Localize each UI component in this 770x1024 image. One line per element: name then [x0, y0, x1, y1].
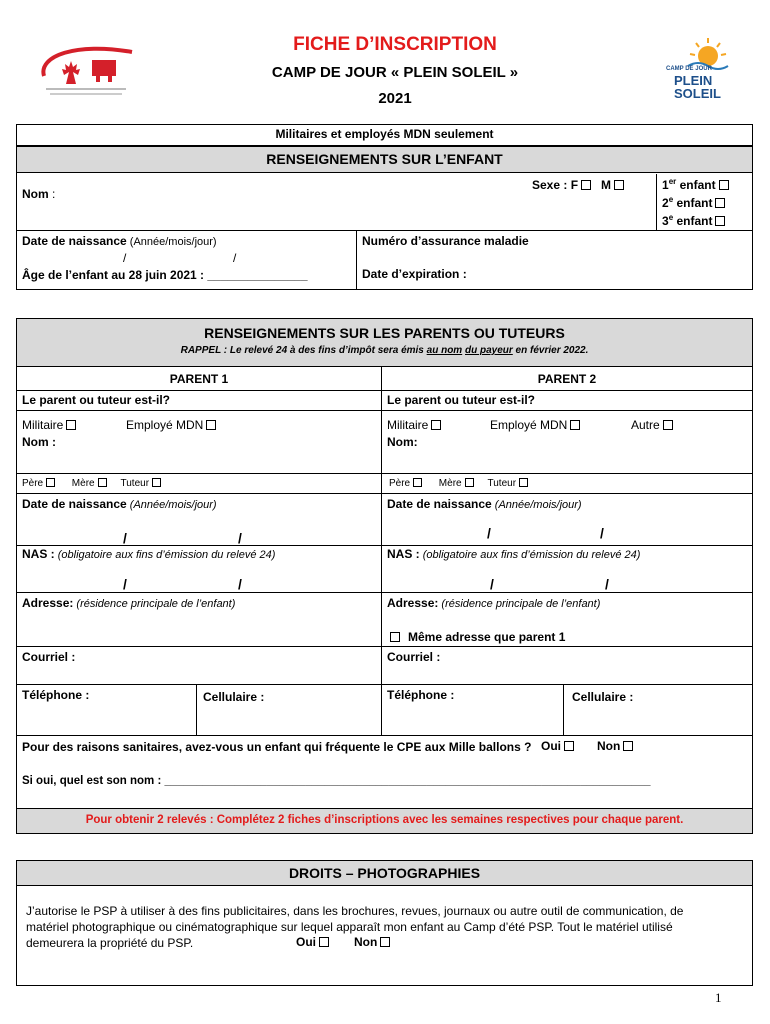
child-dob-slash-2: / — [233, 251, 237, 265]
p2-relation: Père Mère Tuteur — [389, 478, 528, 489]
child-col-divider — [356, 230, 357, 290]
p1-tuteur-checkbox[interactable] — [152, 478, 161, 487]
p2-nas: NAS : (obligatoire aux fins d’émission du relevé 24) — [387, 547, 641, 561]
p2-address: Adresse: (résidence principale de l’enfant) — [387, 596, 601, 610]
p2-address-divider — [382, 646, 752, 647]
child-name-label: Nom : — [22, 187, 56, 201]
logo-camp-de-jour: CAMP DE JOUR — [666, 66, 712, 72]
child-dob: Date de naissance (Année/mois/jour) — [22, 234, 217, 248]
form-subtitle: CAMP DE JOUR « PLEIN SOLEIL » — [271, 64, 519, 81]
sex-m-checkbox[interactable] — [614, 180, 624, 190]
photos-line-2: matériel photographique ou cinématographique sur lequel apparaît mon enfant au Camp d’été PSP. Tout le matériel utilisé — [26, 920, 673, 934]
logo-plein: PLEIN — [674, 73, 713, 88]
p1-phone-label: Téléphone : — [22, 688, 90, 702]
p2-militaire: Militaire — [387, 418, 441, 432]
photos-non: Non — [354, 935, 390, 949]
sex-f-checkbox[interactable] — [581, 180, 591, 190]
p2-pere-checkbox[interactable] — [413, 478, 422, 487]
phone-bottom-divider — [17, 735, 752, 736]
p2-autre: Autre — [631, 418, 673, 432]
p2-question: Le parent ou tuteur est-il? — [387, 393, 536, 407]
p2-dob-slash-1: / — [487, 525, 491, 541]
p2-employe: Employé MDN — [490, 418, 580, 432]
parent2-title: PARENT 2 — [537, 372, 597, 386]
rank-divider — [656, 174, 657, 230]
child-expiry-label: Date d’expiration : — [362, 267, 467, 281]
child-dob-slash-1: / — [123, 251, 127, 265]
p2-cell-label: Cellulaire : — [572, 690, 634, 704]
cpe-non: Non — [597, 739, 633, 753]
p1-dob-slash-1: / — [123, 530, 127, 546]
p1-phone-divider — [196, 684, 197, 735]
p1-militaire: Militaire — [22, 418, 76, 432]
rank-1: 1er enfant — [662, 177, 729, 192]
p1-cell-label: Cellulaire : — [203, 690, 265, 704]
rank-3-checkbox[interactable] — [715, 216, 725, 226]
p1-dob: Date de naissance (Année/mois/jour) — [22, 497, 217, 511]
p2-nas-divider — [382, 592, 752, 593]
notice-text: Militaires et employés MDN seulement — [275, 127, 494, 141]
p2-same-address-checkbox[interactable] — [390, 632, 400, 642]
p1-nom-label: Nom : — [22, 435, 56, 449]
cpe-oui: Oui — [541, 739, 574, 753]
child-row-divider — [17, 230, 752, 231]
p2-q-divider — [382, 410, 752, 411]
child-section-title: RENSEIGNEMENTS SUR L’ENFANT — [266, 151, 503, 167]
p2-phone-label: Téléphone : — [387, 688, 455, 702]
child-ramq-label: Numéro d’assurance maladie — [362, 234, 529, 248]
photos-line-3: demeurera la propriété du PSP. — [26, 936, 194, 950]
p1-nas-slash-1: / — [123, 576, 127, 592]
page-number: 1 — [715, 990, 722, 1005]
maple-leaf-logo-icon — [36, 38, 136, 98]
p2-dob-divider — [382, 545, 752, 546]
photos-oui-checkbox[interactable] — [319, 937, 329, 947]
cpe-name-line: Si oui, quel est son nom : ____________________________________________________________________________ — [22, 775, 651, 787]
two-receipts-text: Pour obtenir 2 relevés : Complétez 2 fiches d’inscriptions avec les semaines respectives pour chaque parent. — [85, 814, 684, 826]
cpe-non-checkbox[interactable] — [623, 741, 633, 751]
p1-employe: Employé MDN — [126, 418, 216, 432]
p2-email-label: Courriel : — [387, 650, 441, 664]
p2-dob: Date de naissance (Année/mois/jour) — [387, 497, 582, 511]
p2-nom-label: Nom: — [387, 435, 418, 449]
p1-nas-divider — [17, 592, 381, 593]
rank-2: 2e enfant — [662, 195, 725, 210]
p2-mere-checkbox[interactable] — [465, 478, 474, 487]
cpe-question: Pour des raisons sanitaires, avez-vous un enfant qui fréquente le CPE aux Mille ballons ? — [22, 740, 532, 754]
parents-section-title: RENSEIGNEMENTS SUR LES PARENTS OU TUTEURS — [204, 325, 565, 341]
p2-autre-checkbox[interactable] — [663, 420, 673, 430]
p1-question: Le parent ou tuteur est-il? — [22, 393, 171, 407]
photos-oui: Oui — [296, 935, 329, 949]
photos-non-checkbox[interactable] — [380, 937, 390, 947]
cpe-oui-checkbox[interactable] — [564, 741, 574, 751]
p1-rel-divider — [17, 493, 381, 494]
p2-employe-checkbox[interactable] — [570, 420, 580, 430]
child-sex: Sexe : F M — [532, 178, 624, 192]
child-age: Âge de l’enfant au 28 juin 2021 : _______________ — [22, 268, 308, 282]
right-logo — [660, 36, 740, 100]
p1-address-divider — [17, 646, 381, 647]
p2-rel-divider — [382, 493, 752, 494]
p2-dob-slash-2: / — [600, 525, 604, 541]
rank-1-checkbox[interactable] — [719, 180, 729, 190]
p2-tuteur-checkbox[interactable] — [519, 478, 528, 487]
form-title: FICHE D’INSCRIPTION — [293, 34, 497, 55]
p1-email-label: Courriel : — [22, 650, 76, 664]
photos-section-title: DROITS – PHOTOGRAPHIES — [288, 865, 481, 881]
p1-nas-slash-2: / — [238, 576, 242, 592]
p2-email-divider — [382, 684, 752, 685]
rank-2-checkbox[interactable] — [715, 198, 725, 208]
p2-nom-divider — [382, 473, 752, 474]
photos-line-1: J’autorise le PSP à utiliser à des fins publicitaires, dans les brochures, revues, journaux ou autre outil de communication, de — [26, 904, 684, 918]
parent1-title: PARENT 1 — [169, 372, 229, 386]
left-logo — [36, 38, 136, 98]
p1-militaire-checkbox[interactable] — [66, 420, 76, 430]
p1-email-divider — [17, 684, 381, 685]
p1-nas: NAS : (obligatoire aux fins d’émission du relevé 24) — [22, 547, 276, 561]
p1-relation: Père Mère Tuteur — [22, 478, 161, 489]
form-year: 2021 — [378, 90, 412, 107]
p1-dob-divider — [17, 545, 381, 546]
parents-reminder: RAPPEL : Le relevé 24 à des fins d’impôt sera émis au nom du payeur en février 2022. — [180, 345, 589, 356]
p1-q-divider — [17, 410, 381, 411]
p2-militaire-checkbox[interactable] — [431, 420, 441, 430]
p1-mere-checkbox[interactable] — [98, 478, 107, 487]
p2-nas-slash-2: / — [605, 576, 609, 592]
p1-dob-slash-2: / — [238, 530, 242, 546]
p2-same-address: Même adresse que parent 1 — [390, 630, 565, 644]
p1-pere-checkbox[interactable] — [46, 478, 55, 487]
p2-nas-slash-1: / — [490, 576, 494, 592]
rank-3: 3e enfant — [662, 213, 725, 228]
p1-nom-divider — [17, 473, 381, 474]
parents-col-divider — [381, 367, 382, 735]
p1-employe-checkbox[interactable] — [206, 420, 216, 430]
parents-title-divider — [17, 390, 752, 391]
p1-address: Adresse: (résidence principale de l’enfant) — [22, 596, 236, 610]
p2-phone-divider — [563, 684, 564, 735]
logo-soleil: SOLEIL — [674, 86, 721, 101]
